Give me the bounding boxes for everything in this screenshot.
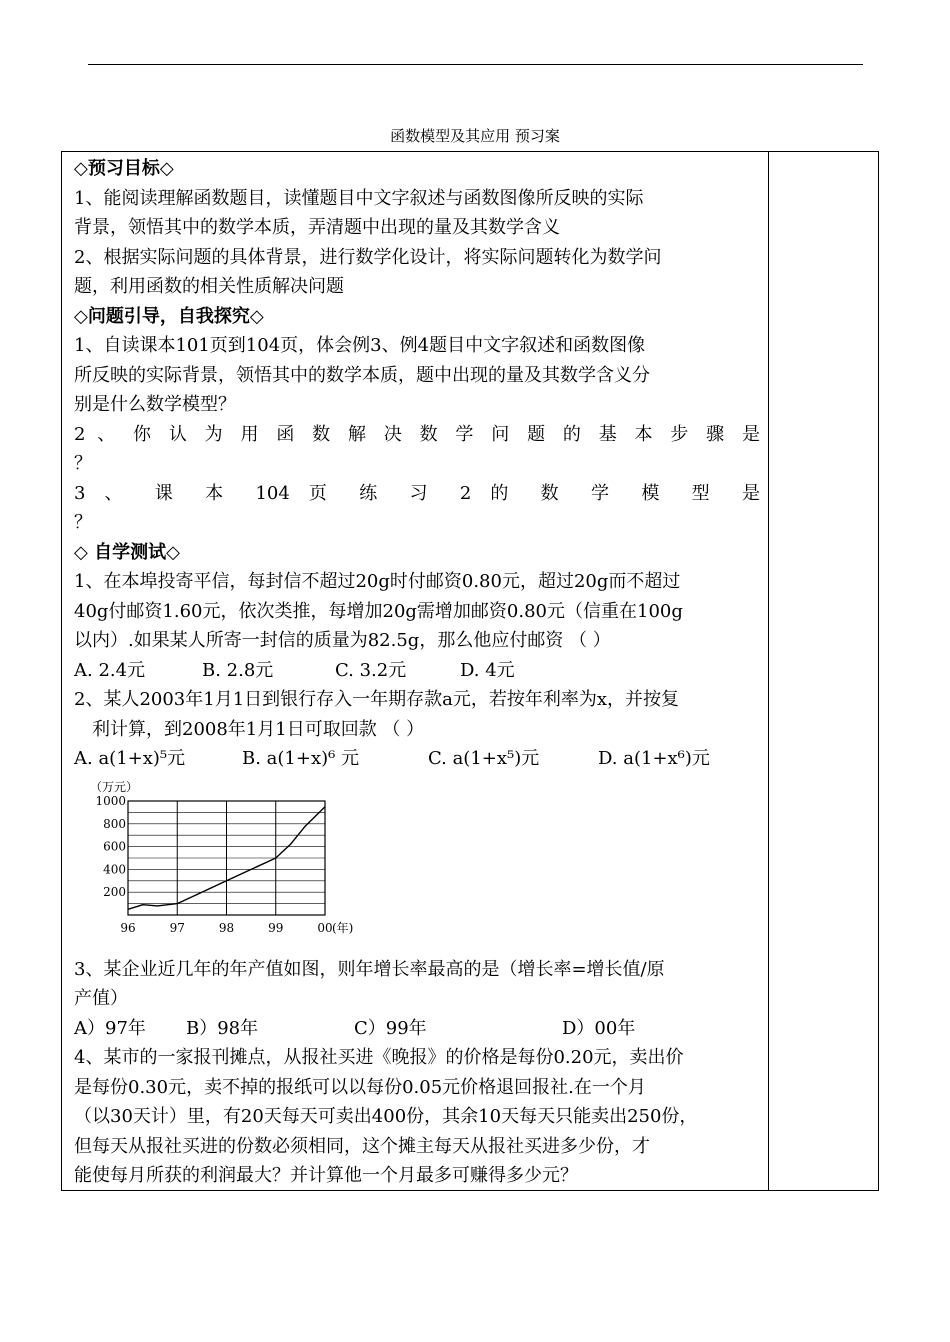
goal-1-line-2: 背景，领悟其中的数学本质，弄清题中出现的量及其数学含义 <box>74 217 560 238</box>
output-chart-svg <box>74 775 394 955</box>
test-3-options <box>74 1014 760 1044</box>
x-tick-label: 96 <box>120 920 136 935</box>
test-1-line-3: 以内）.如果某人所寄一封信的质量为82.5g，那么他应付邮资 （ ） <box>74 630 611 651</box>
document-title: 函数模型及其应用 预习案 <box>390 127 560 145</box>
heading-goals: ◇预习目标◇ <box>74 158 174 179</box>
test-3-option-c: C）99年 <box>354 1017 427 1039</box>
notes-column-divider <box>768 151 769 1191</box>
test-4-line-2: 是每份0.30元，卖不掉的报纸可以以每份0.05元价格退回报社.在一个月 <box>74 1076 646 1098</box>
y-tick-label: 200 <box>103 884 126 899</box>
test-2-option-b: B. a(1+x)⁶ 元 <box>242 748 360 769</box>
test-3-option-d: D）00年 <box>562 1017 636 1039</box>
test-2-line-2: 利计算，到2008年1月1日可取回款 （ ） <box>92 718 425 740</box>
test-1-option-b: B. 2.8元 <box>202 659 274 681</box>
test-4-line-3: （以30天计）里，有20天每天可卖出400份，其余10天每天只能卖出250份， <box>74 1106 698 1127</box>
y-tick-label: 400 <box>103 861 126 876</box>
test-2-option-d: D. a(1+x⁶)元 <box>598 748 710 769</box>
y-axis-label: （万元） <box>90 779 139 794</box>
test-2-line-1: 2、某人2003年1月1日到银行存入一年期存款a元，若按年利率为x，并按复 <box>74 689 680 710</box>
test-4-line-1: 4、某市的一家报刊摊点，从报社买进《晚报》的价格是每份0.20元，卖出价 <box>74 1047 684 1068</box>
test-3-line-2: 产值） <box>74 988 128 1009</box>
inquiry-1-line-2: 所反映的实际背景，领悟其中的数学本质，题中出现的量及其数学含义分 <box>74 364 650 386</box>
test-2-options <box>74 744 760 774</box>
test-1-options <box>74 656 760 686</box>
x-axis-label: (年) <box>332 920 354 935</box>
x-tick-label: 00 <box>317 920 333 935</box>
test-1-option-d: D. 4元 <box>460 659 515 681</box>
x-tick-label: 99 <box>268 920 284 935</box>
test-4-line-4: 但每天从报社买进的份数必须相同，这个摊主每天从报社买进多少份，才 <box>74 1135 650 1157</box>
x-tick-label: 98 <box>218 920 235 935</box>
heading-inquiry: ◇问题引导，自我探究◇ <box>74 305 264 327</box>
test-1-line-1: 1、在本埠投寄平信，每封信不超过20g时付邮资0.80元，超过20g而不超过 <box>74 571 681 592</box>
y-tick-label: 1000 <box>95 793 126 808</box>
y-tick-label: 600 <box>103 839 126 854</box>
inquiry-2-line-2: ？ <box>74 453 92 474</box>
test-3-option-b: B）98年 <box>186 1017 259 1039</box>
test-3-line-1: 3、某企业近几年的年产值如图，则年增长率最高的是（增长率=增长值/原 <box>74 958 665 980</box>
goal-2-line-1: 2、根据实际问题的具体背景，进行数学化设计，将实际问题转化为数学问 <box>74 246 662 268</box>
inquiry-3-line-1: 3 、 课 本 104 页 练 习 2 的 数 学 模 型 是 <box>74 482 760 504</box>
test-4-line-5: 能使每月所获的利润最大？并计算他一个月最多可赚得多少元？ <box>74 1165 578 1186</box>
main-content <box>74 154 760 1191</box>
x-tick-label: 97 <box>169 920 185 935</box>
test-2-option-a: A. a(1+x)⁵元 <box>74 748 186 769</box>
inquiry-3-line-2: ？ <box>74 512 92 533</box>
test-1-option-c: C. 3.2元 <box>335 659 407 681</box>
test-3-option-a: A）97年 <box>74 1017 146 1039</box>
inquiry-1-line-3: 别是什么数学模型？ <box>74 394 236 415</box>
header-rule <box>88 64 863 65</box>
test-1-line-2: 40g付邮资1.60元，依次类推，每增加20g需增加邮资0.80元（信重在100g <box>74 600 683 622</box>
heading-self-test: ◇ 自学测试◇ <box>74 541 180 563</box>
inquiry-2-line-1: 2 、 你 认 为 用 函 数 解 决 数 学 问 题 的 基 本 步 骤 是 <box>74 423 760 445</box>
inquiry-1-line-1: 1、自读课本101页到104页，体会例3、例4题目中文字叙述和函数图像 <box>74 335 646 356</box>
test-2-option-c: C. a(1+x⁵)元 <box>428 748 540 769</box>
goal-1-line-1: 1、能阅读理解函数题目，读懂题目中文字叙述与函数图像所反映的实际 <box>74 187 644 209</box>
test-1-option-a: A. 2.4元 <box>74 659 146 681</box>
goal-2-line-2: 题，利用函数的相关性质解决问题 <box>74 276 344 297</box>
output-chart <box>74 775 760 955</box>
y-tick-label: 800 <box>103 816 126 831</box>
